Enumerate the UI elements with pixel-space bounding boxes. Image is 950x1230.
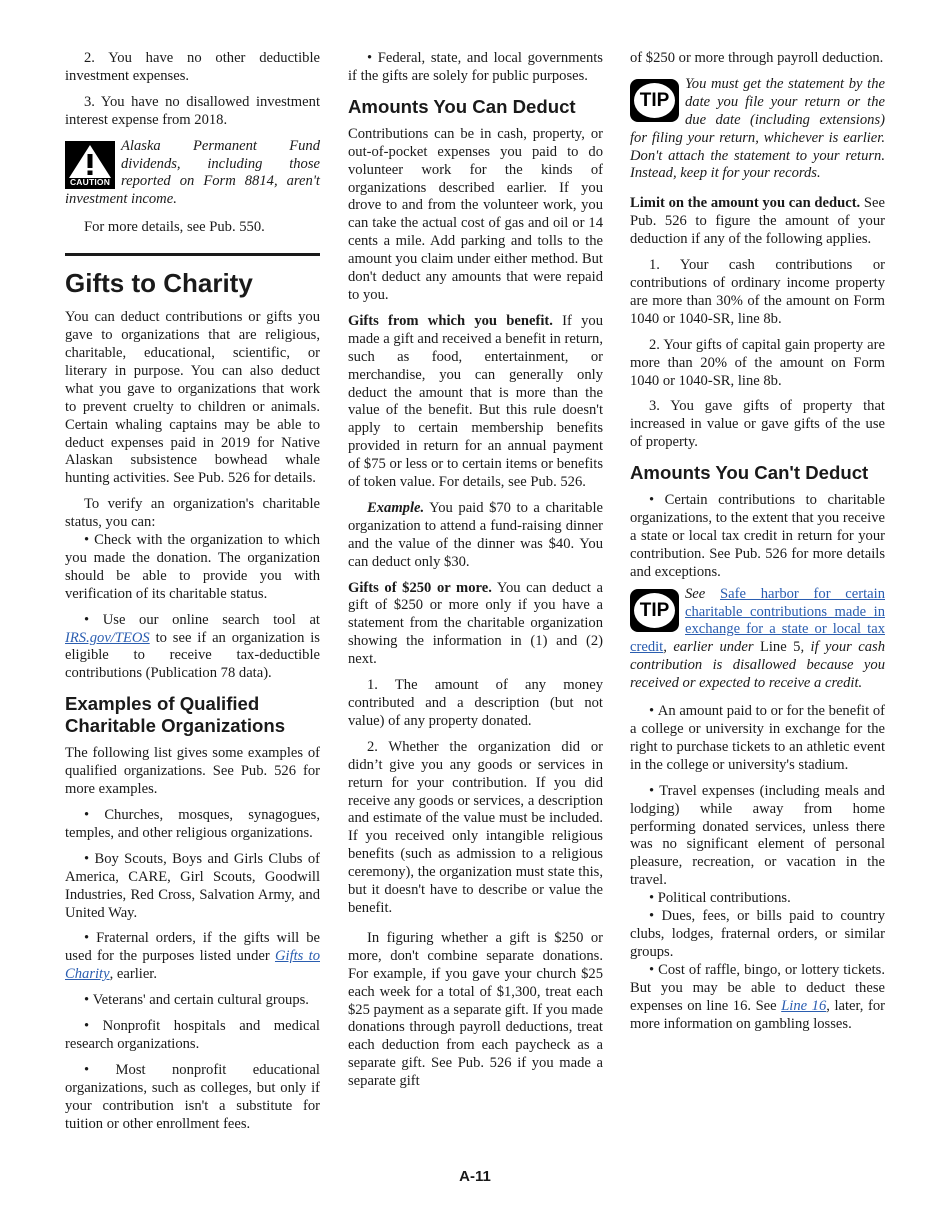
verify-paragraph: To verify an organization's charitable status, you can:	[65, 496, 320, 531]
benefit-paragraph: Gifts from which you benefit. If you made a gift and received a benefit in return, such as food, entertainment, or merchandise, you can generally only deduct the amount that is more than the value of the benefit. But this rule doesn't apply to certain membership benefits provided in return for an annual payment of $75 or less or to certain items or benefits of token value. For details, see Pub. 526.	[348, 312, 603, 491]
bullet-item: • Travel expenses (including meals and lodging) while away from home performing donated services, unless there was no significant element of personal pleasure, recreation, or vacation in the travel.	[630, 783, 885, 890]
gifts-to-charity-link[interactable]: Gifts to Charity	[65, 948, 320, 983]
list-item: 3. You have no disallowed investment interest expense from 2018.	[65, 93, 320, 128]
bullet-item: • Cost of raffle, bingo, or lottery tickets. But you may be able to deduct these expenses on line 16. See Line 16, later, for more information on gambling losses.	[630, 962, 885, 1034]
tip-icon: TIP	[630, 79, 679, 122]
caution-note-block	[65, 138, 320, 210]
continued-text: of $250 or more through payroll deduction.	[630, 50, 884, 66]
list-item: 3. You gave gifts of property that increased in value or gave gifts of the use of property.	[630, 398, 885, 451]
section-title: Gifts to Charity	[65, 268, 253, 299]
bullet-item: • Nonprofit hospitals and medical research organizations.	[65, 1018, 320, 1054]
tip-note-text: See Safe harbor for certain charitable contributions made in exchange for a state or local tax credit, earlier under Line 5, if your cash contribution is disallowed because you received or expected to receive a credit.	[630, 585, 885, 692]
bullet-item: • Fraternal orders, if the gifts will be used for the purposes listed under Gifts to Charity, earlier.	[65, 930, 320, 984]
cant-deduct-heading: Amounts You Can't Deduct	[630, 462, 869, 484]
gifts-250-paragraph: Gifts of $250 or more. You can deduct a gift of $250 or more only if you have a statement from the charitable organization showing the information in (1) and (2) next.	[348, 579, 603, 668]
deduct-paragraph: Contributions can be in cash, property, or out-of-pocket expenses you paid to do volunteer work for the kinds of organizations described earlier. If you drove to and from the volunteer work, you can take the actual cost of gas and oil or 14 cents a mile. Add parking and tolls to the amount you claim under either method. But don't deduct any amounts that were repaid to you.	[348, 125, 603, 303]
tip-icon: TIP	[630, 589, 679, 632]
caution-note-text: Alaska Permanent Fund dividends, including those reported on Form 8814, aren't investment income.	[65, 137, 320, 208]
section-rule	[65, 253, 320, 256]
examples-heading: Examples of Qualified Charitable Organizations	[65, 693, 286, 737]
page-number: A-11	[459, 1168, 491, 1185]
list-item: 2. You have no other deductible investment expenses.	[65, 50, 320, 84]
bullet-item: • Certain contributions to charitable organizations, to the extent that you receive a state or local tax credit in return for your contribution. See Pub. 526 for more details and exceptions.	[630, 492, 885, 582]
column-2	[348, 50, 603, 1099]
line-16-link[interactable]: Line 16	[781, 997, 827, 1014]
list-item: 1. Your cash contributions or contributions of ordinary income property are more than 30% of the amount on Form 1040 or 1040-SR, line 8b.	[630, 257, 885, 327]
safe-harbor-link[interactable]: Safe harbor for certain charitable contributions made in exchange for a state or local tax credit	[630, 585, 885, 656]
bullet-item: • Veterans' and certain cultural groups.	[65, 992, 320, 1010]
bullet-item: • Check with the organization to which you made the donation. The organization should be able to provide you with verification of its charitable status.	[65, 532, 320, 604]
caution-icon: CAUTION	[65, 141, 115, 189]
bullet-item: • Most nonprofit educational organizations, such as colleges, but only if your contribution isn't a substitute for tuition or other enrollment fees.	[65, 1062, 320, 1134]
list-item: 1. The amount of any money contributed and a description (but not value) of any property donated.	[348, 677, 603, 729]
examples-intro: The following list gives some examples of qualified organizations. See Pub. 526 for more examples.	[65, 745, 320, 798]
tip-note-text: You must get the statement by the date you file your return or the due date (including extensions) for filing your return, whichever is earlier. Don't attach the statement to your return. Instead, keep it for your records.	[630, 75, 885, 182]
bullet-item: • Churches, mosques, synagogues, temples, and other religious organizations.	[65, 807, 320, 843]
limit-paragraph: Limit on the amount you can deduct. See Pub. 526 to figure the amount of your deduction if any of the following applies.	[630, 195, 885, 248]
bullet-item: • Dues, fees, or bills paid to country clubs, lodges, fraternal orders, or similar groups.	[630, 908, 885, 962]
bullet-item: • Political contributions.	[630, 890, 885, 908]
list-item: 2. Whether the organization did or didn’t give you any goods or services in return for your contribution. If you did receive any goods or services, a description and estimate of the value must be included. If you received only intangible religious benefits (such as admission to a religious ceremony), the organization must state this, but it doesn't have to describe or value the benefit.	[348, 738, 603, 916]
example-paragraph: Example. You paid $70 to a charitable organization to attend a fund-raising dinner and the value of the dinner was $40. You can deduct only $30.	[348, 499, 603, 570]
column-3	[630, 50, 885, 1041]
tip-note-block	[630, 76, 885, 183]
more-details: For more details, see Pub. 550.	[84, 219, 265, 236]
bullet-item: • Federal, state, and local governments if the gifts are solely for public purposes.	[348, 50, 603, 86]
intro-paragraph: You can deduct contributions or gifts you gave to organizations that are religious, charitable, educational, scientific, or literary in purpose. You can also deduct what you gave to organizations that work to prevent cruelty to children or animals. Certain whaling captains may be able to deduct expenses paid in 2019 for Native Alaskan subsistence bowhead whale hunting activities. See Pub. 526 for details.	[65, 309, 320, 487]
tip-note-block	[630, 586, 885, 693]
list-item: 2. Your gifts of capital gain property are more than 20% of the amount on Form 1040 or 1040-SR, line 8b.	[630, 336, 885, 389]
column-1	[65, 50, 320, 1142]
figuring-paragraph: In figuring whether a gift is $250 or more, don't combine separate donations. For example, if you gave your church $25 each week for a total of $1,300, treat each $25 payment as a separate gift. If you made donations through payroll deductions, treat each deduction from each paycheck as a separate gift. See Pub. 526 if you made a separate gift	[348, 929, 603, 1090]
deduct-heading: Amounts You Can Deduct	[348, 95, 576, 117]
bullet-item: • Use our online search tool at IRS.gov/TEOS to see if an organization is eligible to receive tax-deductible contributions (Publication 78 data).	[65, 612, 320, 684]
bullet-item: • An amount paid to or for the benefit of a college or university in exchange for the right to purchase tickets to an athletic event in the college or university's stadium.	[630, 703, 885, 775]
bullet-item: • Boy Scouts, Boys and Girls Clubs of America, CARE, Girl Scouts, Goodwill Industries, Red Cross, Salvation Army, and United Way.	[65, 851, 320, 923]
irs-teos-link[interactable]: IRS.gov/TEOS	[65, 629, 150, 646]
